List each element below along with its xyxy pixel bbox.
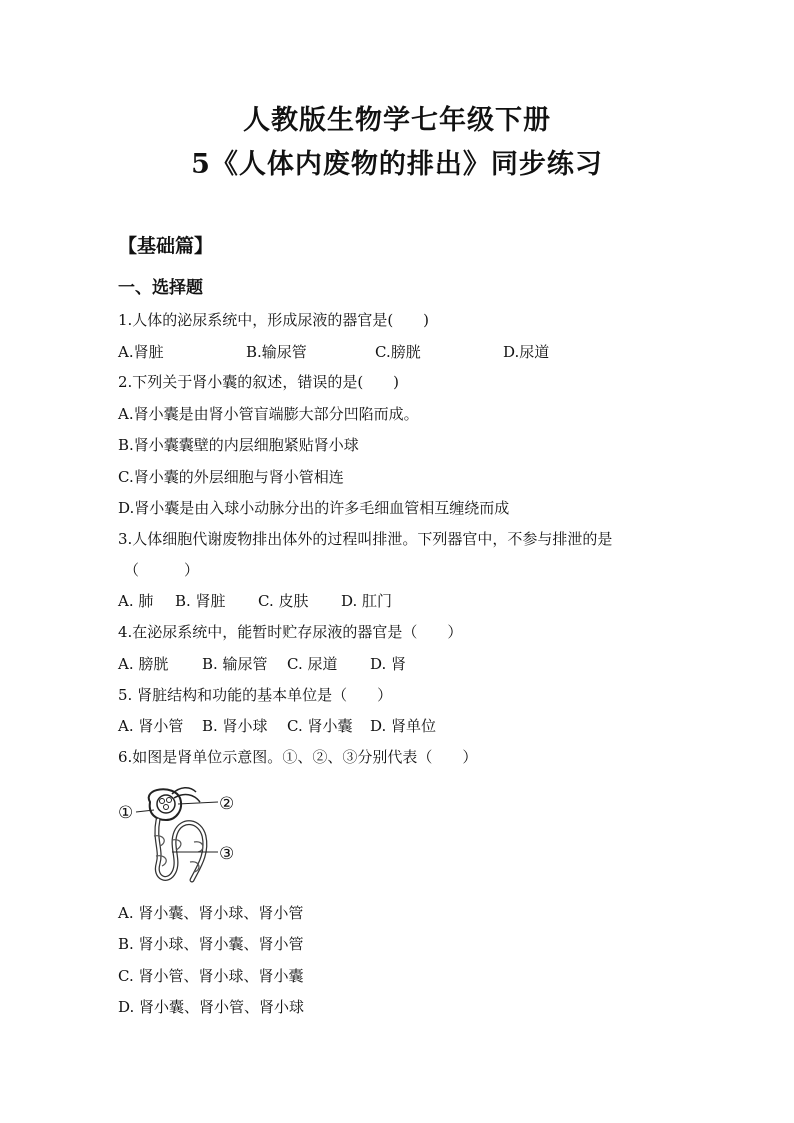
question-1-option-b: B.输尿管 <box>246 343 307 361</box>
question-4-stem: 4.在泌尿系统中，能暂时贮存尿液的器官是（ ） <box>118 623 463 641</box>
question-6-stem: 6.如图是肾单位示意图。①、②、③分别代表（ ） <box>118 748 478 766</box>
question-1-option-d: D.尿道 <box>503 343 550 361</box>
question-2-option-d: D.肾小囊是由入球小动脉分出的许多毛细血管相互缠绕而成 <box>118 499 510 517</box>
question-3-option-a: A. 肺 <box>118 592 154 610</box>
question-4-option-c: C. 尿道 <box>287 655 338 673</box>
question-3-stem-blank: （ ） <box>124 561 200 579</box>
question-5-option-b: B. 肾小球 <box>202 717 268 735</box>
question-1-option-a: A.肾脏 <box>118 343 164 361</box>
question-3-option-b: B. 肾脏 <box>175 592 226 610</box>
question-5-option-c: C. 肾小囊 <box>287 717 353 735</box>
question-6-option-c: C. 肾小管、肾小球、肾小囊 <box>118 967 304 985</box>
question-4-option-a: A. 膀胱 <box>118 655 169 673</box>
figure-label-2: ② <box>219 794 235 814</box>
page-title-line2: 5《人体内废物的排出》同步练习 <box>191 149 603 180</box>
question-2-option-c: C.肾小囊的外层细胞与肾小管相连 <box>118 468 344 486</box>
question-4-option-b: B. 输尿管 <box>202 655 268 673</box>
question-5-option-d: D. 肾单位 <box>370 717 437 735</box>
question-3-option-d: D. 肛门 <box>341 592 393 610</box>
figure-label-3: ③ <box>219 844 235 864</box>
question-2-option-b: B.肾小囊囊壁的内层细胞紧贴肾小球 <box>118 436 359 454</box>
section-heading: 【基础篇】 <box>118 235 214 257</box>
question-6-option-a: A. 肾小囊、肾小球、肾小管 <box>118 904 304 922</box>
question-5-stem: 5. 肾脏结构和功能的基本单位是（ ） <box>118 686 393 704</box>
question-1-stem: 1.人体的泌尿系统中，形成尿液的器官是( ) <box>118 311 430 329</box>
question-1-option-c: C.膀胱 <box>375 343 421 361</box>
question-4-option-d: D. 肾 <box>370 655 407 673</box>
question-5-option-a: A. 肾小管 <box>118 717 184 735</box>
question-2-option-a: A.肾小囊是由肾小管盲端膨大部分凹陷而成。 <box>118 405 419 423</box>
page-title-line1: 人教版生物学七年级下册 <box>243 105 551 136</box>
question-6-option-b: B. 肾小球、肾小囊、肾小管 <box>118 935 304 953</box>
question-2-stem: 2.下列关于肾小囊的叙述，错误的是( ) <box>118 373 400 391</box>
question-6-option-d: D. 肾小囊、肾小管、肾小球 <box>118 998 305 1016</box>
subsection-heading: 一、选择题 <box>118 278 203 298</box>
figure-label-1: ① <box>118 803 134 823</box>
nephron-diagram <box>114 780 244 895</box>
question-3-option-c: C. 皮肤 <box>258 592 309 610</box>
question-3-stem: 3.人体细胞代谢废物排出体外的过程叫排泄。下列器官中，不参与排泄的是 <box>118 530 613 548</box>
